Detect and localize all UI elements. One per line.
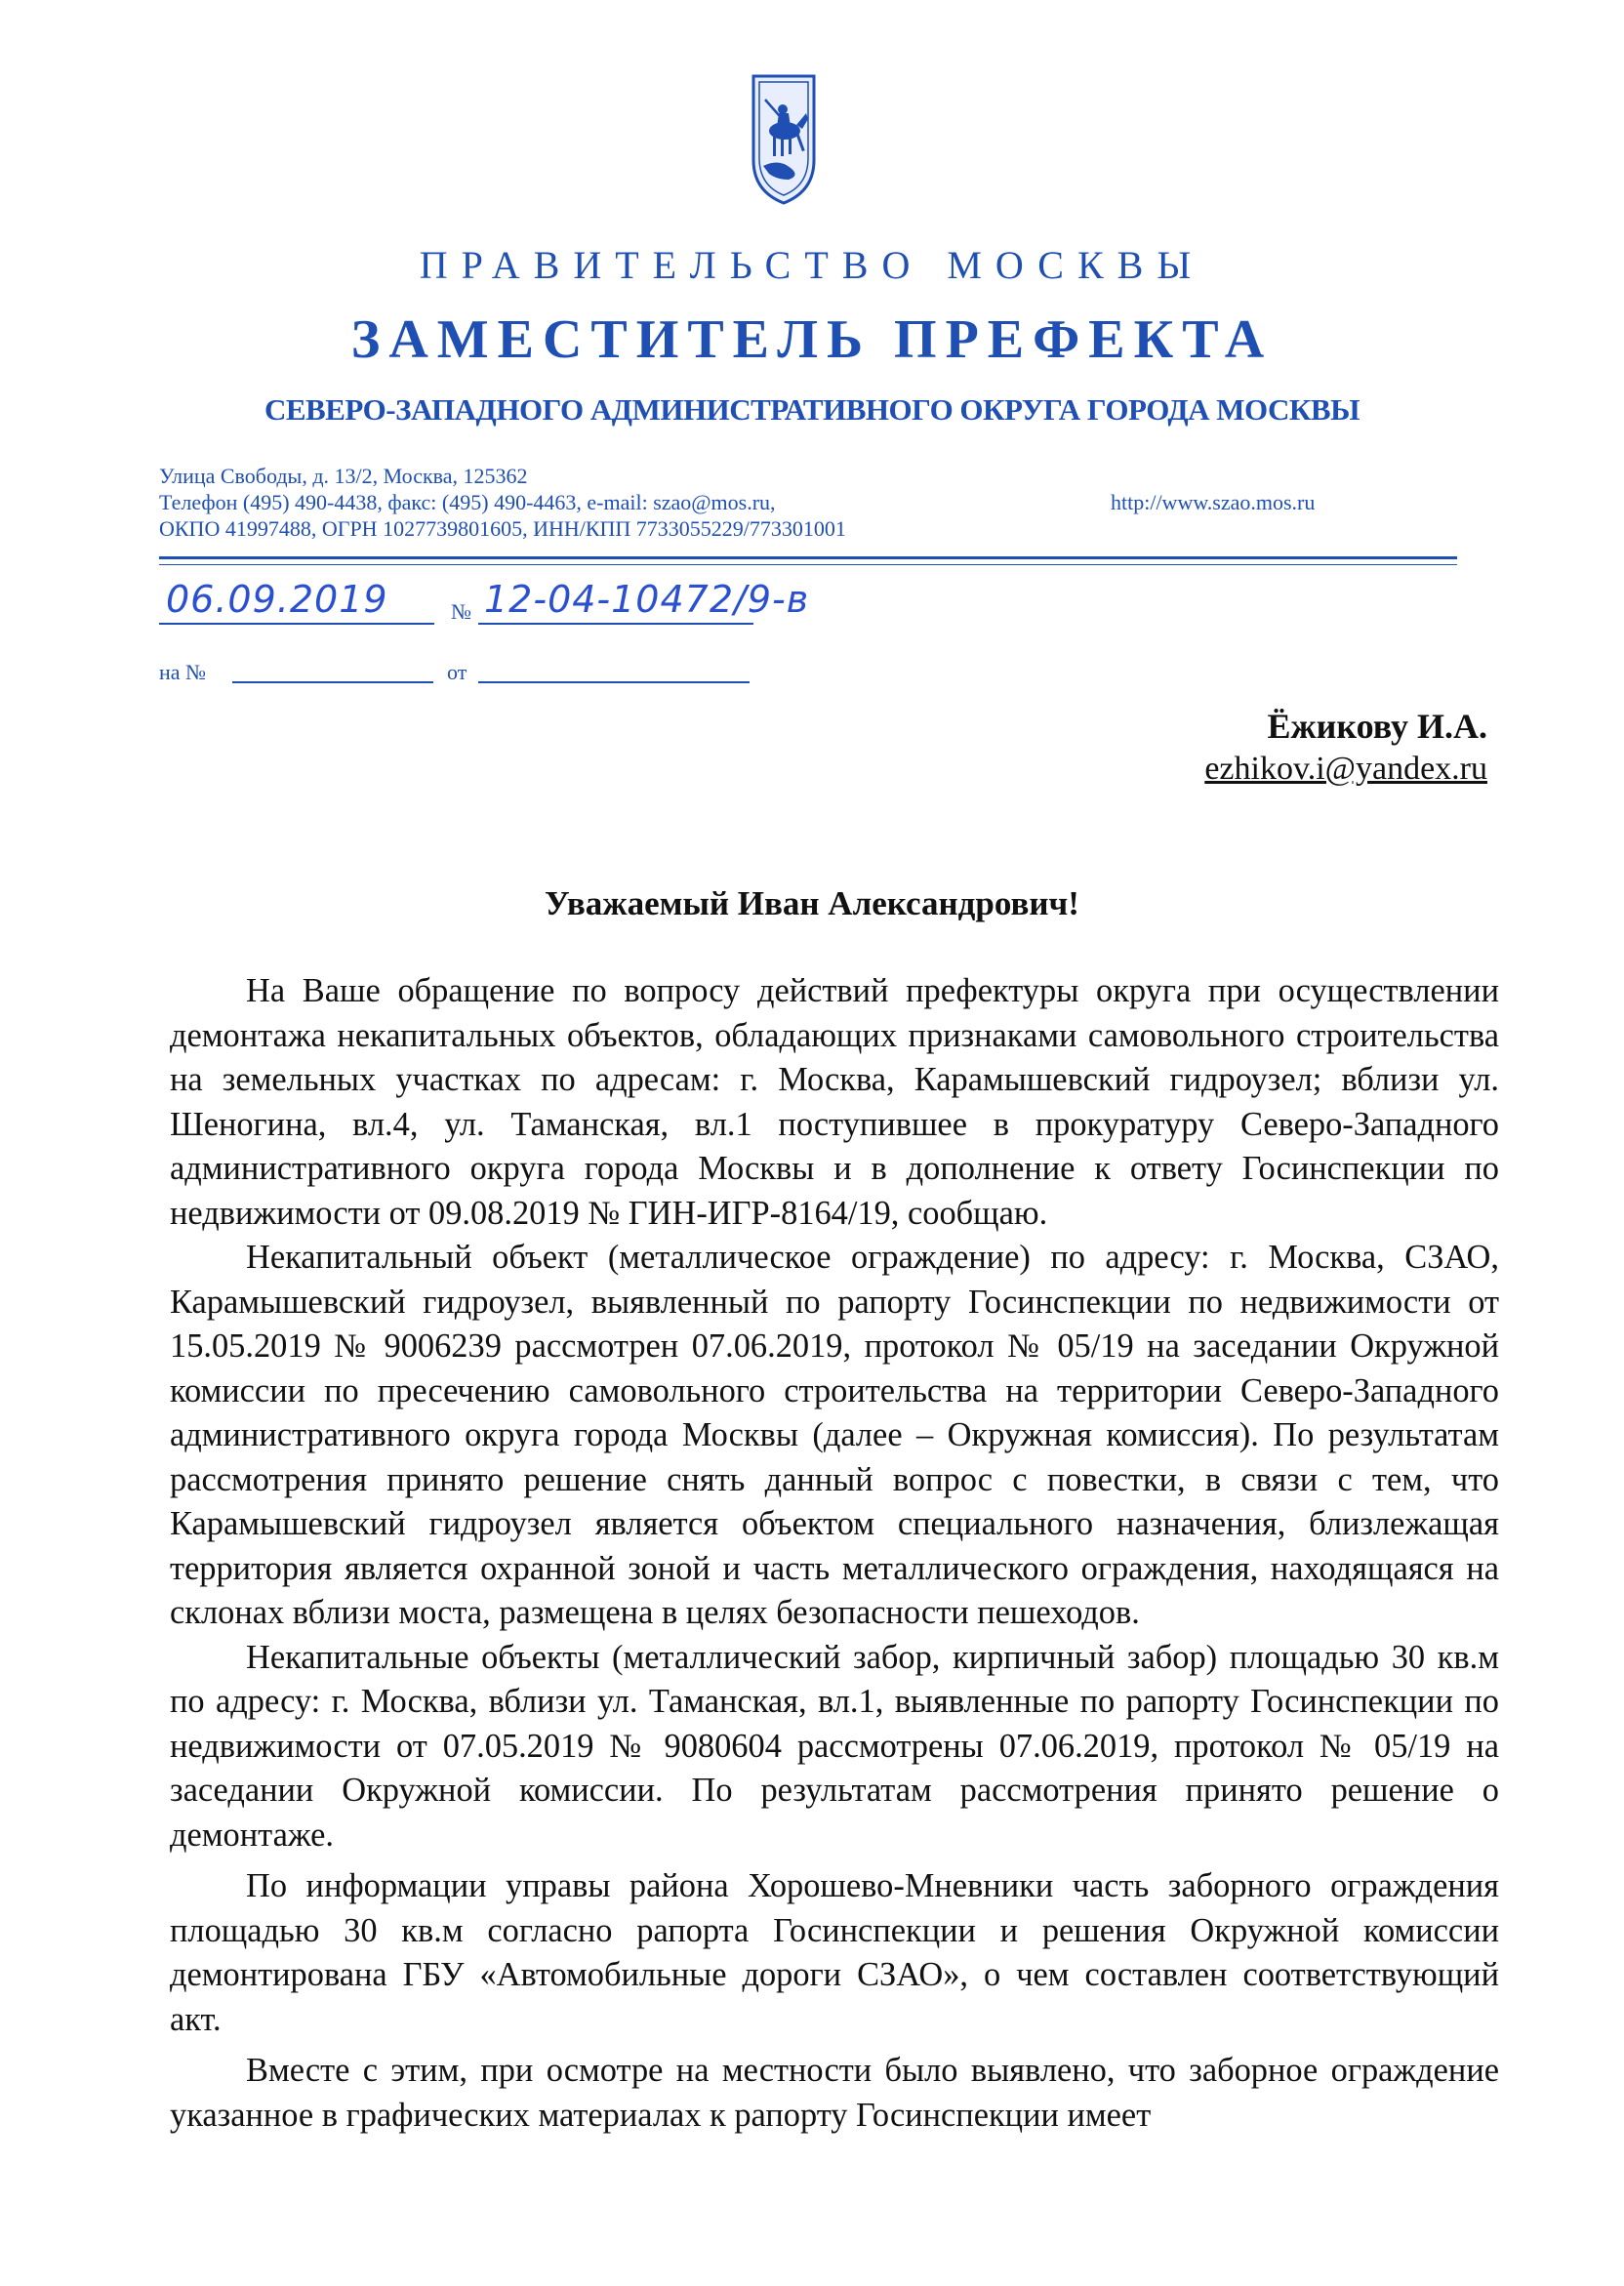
header-divider-thin [159, 564, 1457, 565]
address-line: Улица Свободы, д. 13/2, Москва, 125362 [159, 464, 528, 488]
website-link[interactable]: http://www.szao.mos.ru [1111, 490, 1316, 514]
government-heading: ПРАВИТЕЛЬСТВО МОСКВЫ [419, 243, 1205, 287]
moscow-coat-of-arms-icon [750, 70, 818, 207]
ref-date-label: от [447, 660, 467, 684]
salutation: Уважаемый Иван Александрович! [545, 884, 1079, 922]
contact-block [159, 463, 1467, 542]
date-field-line [159, 623, 434, 625]
header-divider [159, 556, 1457, 559]
addressee-email[interactable]: ezhikov.i@yandex.ru [1204, 751, 1487, 787]
paragraph: Вместе с этим, при осмотре на местности было выявлено, что заборное ограждение указанное в графических материалах к рапорту Госинспекции имеет [170, 2052, 1499, 2134]
letter-body [170, 969, 1499, 2138]
phone-line [159, 489, 1467, 515]
paragraph: На Ваше обращение по вопросу действий префектуры округа при осуществлении демонтажа некапитальных объектов, обладающих признаками самовольного строительства на земельных участках по адресам: г. Москва, Карамышевский гидроузел; вблизи ул. Шеногина, вл.4, ул. Таманская, вл.1 поступившее в прокуратуру Северо-Западного административного округа города Москвы и в дополнение к ответу Госинспекции по недвижимости от 09.08.2019 № ГИН-ИГР-8164/19, сообщаю. [170, 972, 1499, 1232]
paragraph: Некапитальные объекты (металлический забор, кирпичный забор) площадью 30 кв.м по адресу: г. Москва, вблизи ул. Таманская, вл.1, выявленные по рапорту Госинспекции по недвижимости от 07.05.2019 № 9080604 рассмотрены 07.06.2019, протокол № 05/19 на заседании Окружной комиссии. По результатам рассмотрения принято решение о демонтаже. [170, 1638, 1499, 1854]
codes-line: ОКПО 41997488, ОГРН 1027739801605, ИНН/КПП 7733055229/773301001 [159, 516, 846, 541]
paragraph: Некапитальный объект (металлическое ограждение) по адресу: г. Москва, СЗАО, Карамышевский гидроузел, выявленный по рапорту Госинспекции по недвижимости от 15.05.2019 № 9006239 рассмотрен 07.06.2019, протокол № 05/19 на заседании Окружной комиссии по пресечению самовольного строительства на территории Северо-Западного административного округа города Москвы (далее – Окружная комиссия). По результатам рассмотрения принято решение снять данный вопрос с повестки, в связи с тем, что Карамышевский гидроузел является объектом специального назначения, близлежащая территория является охранной зоной и часть металлического ограждения, находящаяся на склонах вблизи моста, размещена в целях безопасности пешеходов. [170, 1239, 1499, 1631]
position-heading: ЗАМЕСТИТЕЛЬ ПРЕФЕКТА [350, 309, 1274, 370]
ref-date-line [478, 681, 750, 683]
paragraph: По информации управы района Хорошево-Мневники часть заборного ограждения площадью 30 кв.м согласно рапорта Госинспекции и решения Окружной комиссии демонтирована ГБУ «Автомобильные дороги СЗАО», о чем составлен соответствующий акт. [170, 1867, 1499, 2038]
ref-number-line [232, 681, 433, 683]
addressee-block [1204, 705, 1487, 791]
addressee-name: Ёжикову И.А. [1267, 707, 1487, 746]
date-handwritten: 06.09.2019 [166, 578, 388, 621]
number-field-line [478, 623, 753, 625]
number-label: № [451, 599, 471, 624]
ref-number-label: на № [159, 660, 207, 684]
district-heading: СЕВЕРО-ЗАПАДНОГО АДМИНИСТРАТИВНОГО ОКРУГА ГОРОДА МОСКВЫ [264, 392, 1360, 427]
phone-text: Телефон (495) 490-4438, факс: (495) 490-4463, e-mail: szao@mos.ru, [159, 490, 776, 514]
number-handwritten: 12-04-10472/9-в [484, 578, 810, 621]
